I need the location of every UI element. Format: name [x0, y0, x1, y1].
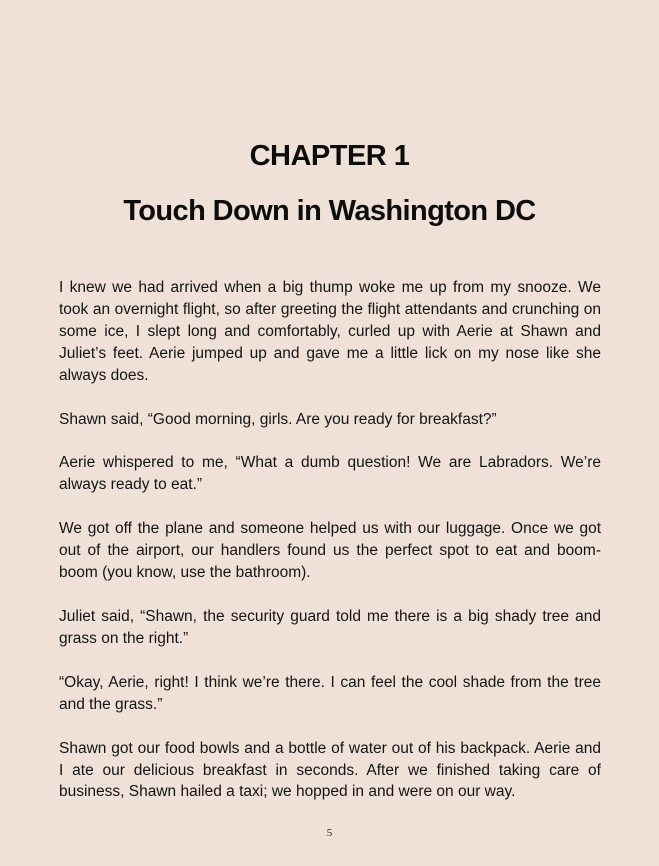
page-number: 5: [326, 827, 333, 839]
paragraph: I knew we had arrived when a big thump woke me up from my snooze. We took an overnight flight, so after greeting the flight attendants and crunching on some ice, I slept long and comfortably, curled up with Aerie at Shawn and Juliet’s feet. Aerie jumped up and gave me a little lick on my nose like she always does.: [59, 279, 601, 384]
chapter-title: Touch Down in Washington DC: [123, 195, 536, 227]
paragraph: Juliet said, “Shawn, the security guard told me there is a big shady tree and grass on the right.”: [59, 607, 601, 647]
chapter-number: CHAPTER 1: [249, 140, 410, 172]
chapter-body: [59, 277, 601, 825]
paragraph: “Okay, Aerie, right! I think we’re there. I can feel the cool shade from the tree and the grass.”: [59, 673, 601, 713]
paragraph: Shawn said, “Good morning, girls. Are you ready for breakfast?”: [59, 410, 497, 428]
paragraph: We got off the plane and someone helped us with our luggage. Once we got out of the airport, our handlers found us the perfect spot to eat and boom-boom (you know, use the bathroom).: [59, 520, 601, 582]
paragraph: Aerie whispered to me, “What a dumb question! We are Labradors. We’re always ready to eat.”: [59, 454, 601, 494]
paragraph: Shawn got our food bowls and a bottle of water out of his backpack. Aerie and I ate our delicious breakfast in seconds. After we finished taking care of business, Shawn hailed a taxi; we hopped in and were on our way.: [59, 739, 601, 801]
